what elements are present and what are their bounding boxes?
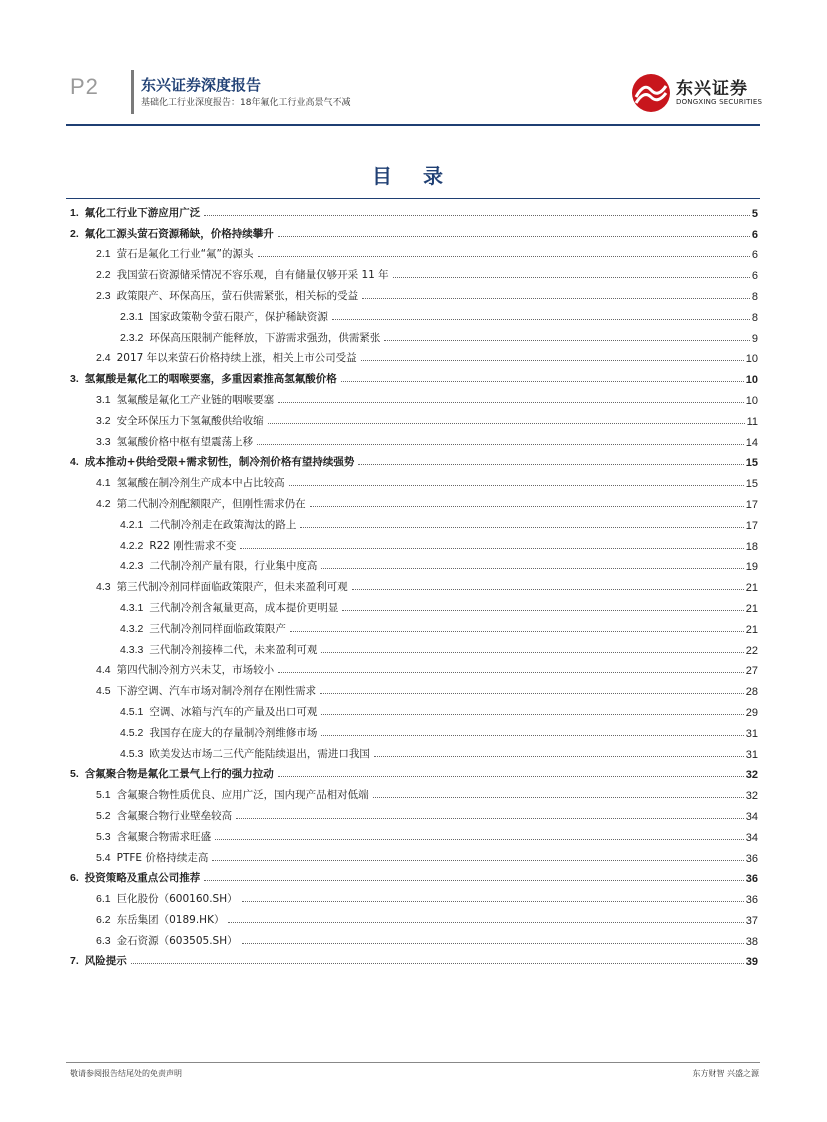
toc-entry-label [96,579,350,594]
toc-entry-label [96,933,240,948]
toc-entry-text: 氟化工行业下游应用广泛 [84,206,201,219]
toc-entry[interactable] [70,282,758,303]
toc-entry-number: 4.3 [96,581,111,594]
toc-entry[interactable] [70,657,758,678]
toc-entry-number: 5.4 [96,851,111,864]
toc-entry[interactable] [70,407,758,428]
toc-leader-dots [278,236,750,237]
toc-entry-number: 4.2.1 [120,518,144,531]
toc-leader-dots [242,901,744,902]
company-slogan: 东方财智 兴盛之源 [692,1069,759,1078]
toc-entry-text: 我国存在庞大的存量制冷剂维修市场 [149,726,318,739]
disclaimer-note: 敬请参阅报告结尾处的免责声明 [70,1069,182,1078]
toc-leader-dots [374,756,744,757]
toc-entry[interactable] [70,532,758,553]
toc-entry-label [70,226,276,241]
toc-entry[interactable] [70,719,758,740]
toc-entry-page: 6 [751,228,758,241]
toc-leader-dots [362,298,750,299]
toc-entry-text: 东岳集团（0189.HK） [116,913,225,926]
toc-entry-text: 萤石是氟化工行业“氟”的源头 [116,248,254,261]
toc-leader-dots [358,464,743,465]
toc-entry-text: 环保高压限制产能释放，下游需求强劲，供需紧张 [149,331,381,344]
toc-entry-page: 31 [745,727,758,740]
toc-entry-label [96,350,359,365]
logo-text-en: DONGXING SECURITIES [676,98,763,106]
toc-entry-label [96,683,318,698]
header-rule [66,124,760,126]
toc-entry[interactable] [70,365,758,386]
toc-entry-text: 金石资源（603505.SH） [116,934,238,947]
toc-entry-label [70,205,202,220]
toc-entry-number: 2.2 [96,269,111,282]
toc-entry-label [96,808,234,823]
table-of-contents [70,199,758,968]
toc-entry-text: 二代制冷剂走在政策淘汰的路上 [149,518,297,531]
toc-entry-label [96,434,255,449]
toc-entry-text: 二代制冷剂产量有限，行业集中度高 [149,560,318,573]
toc-entry-label [70,766,276,781]
toc-entry-label [120,746,372,761]
toc-entry-label [120,330,382,345]
toc-entry[interactable] [70,636,758,657]
toc-entry-text: 氢氟酸在制冷剂生产成本中占比较高 [116,477,285,490]
toc-leader-dots [321,714,743,715]
toc-leader-dots [278,776,744,777]
toc-leader-dots [240,548,743,549]
report-subtitle: 基础化工行业深度报告：18年氟化工行业高景气不减 [141,98,351,108]
toc-entry[interactable] [70,303,758,324]
toc-entry-label [96,662,276,677]
toc-entry-page: 15 [745,478,758,491]
toc-entry-page: 15 [745,457,758,470]
toc-leader-dots [342,610,743,611]
toc-entry-label [120,309,330,324]
toc-entry-page: 32 [745,769,758,782]
toc-entry-page: 10 [745,394,758,407]
toc-entry-text: 第四代制冷剂方兴未艾，市场较小 [116,664,275,677]
footer-rule [66,1062,760,1063]
toc-entry-number: 2.3 [96,289,111,302]
toc-entry-text: 三代制冷剂含氟量更高，成本提价更明显 [149,601,339,614]
toc-entry-page: 27 [745,665,758,678]
toc-leader-dots [393,277,750,278]
toc-entry-page: 38 [745,935,758,948]
toc-entry[interactable] [70,199,758,220]
toc-entry[interactable] [70,948,758,969]
toc-entry-label [120,558,319,573]
toc-entry-number: 4.3.2 [120,622,144,635]
toc-entry-label [120,642,319,657]
toc-entry-number: 5. [70,768,79,781]
toc-entry[interactable] [70,324,758,345]
toc-entry-label [96,475,287,490]
toc-entry-text: 风险提示 [84,955,127,968]
toc-entry-page: 21 [745,623,758,636]
toc-entry-page: 17 [745,498,758,511]
toc-entry-text: 2017 年以来萤石价格持续上涨，相关上市公司受益 [116,352,357,365]
toc-entry-label [96,850,210,865]
toc-entry-text: PTFE 价格持续走高 [116,851,209,864]
toc-entry-page: 19 [745,561,758,574]
toc-entry-label [70,953,129,968]
toc-entry[interactable] [70,261,758,282]
toc-entry-page: 21 [745,582,758,595]
toc-entry-page: 36 [745,873,758,886]
toc-entry[interactable] [70,241,758,262]
toc-entry-number: 4.3.3 [120,643,144,656]
toc-leader-dots [212,860,743,861]
toc-entry-text: 成本推动+供给受限+需求韧性，制冷剂价格有望持续强势 [84,456,355,469]
toc-entry[interactable] [70,220,758,241]
toc-entry-text: 含氟聚合物性质优良、应用广泛，国内现产品相对低端 [116,789,369,802]
toc-entry-page: 6 [751,270,758,283]
toc-entry-label [70,371,339,386]
toc-leader-dots [320,693,744,694]
toc-entry-text: 国家政策勒令萤石限产，保护稀缺资源 [149,310,328,323]
toc-leader-dots [236,818,744,819]
toc-entry-text: 第三代制冷剂同样面临政策限产，但未来盈利可观 [116,581,348,594]
toc-leader-dots [268,423,745,424]
toc-entry-text: 三代制冷剂同样面临政策限产 [149,622,286,635]
toc-entry-label [96,246,256,261]
toc-entry-label [70,454,356,469]
toc-entry-page: 29 [745,706,758,719]
toc-leader-dots [204,880,743,881]
toc-entry-label [96,891,240,906]
toc-entry-number: 7. [70,955,79,968]
toc-entry-text: 氢氟酸是氟化工产业链的咽喉要塞 [116,393,275,406]
toc-entry-number: 6.1 [96,893,111,906]
toc-leader-dots [131,963,744,964]
toc-entry-label [96,829,213,844]
toc-leader-dots [278,672,744,673]
toc-leader-dots [321,735,743,736]
toc-entry-page: 8 [751,290,758,303]
toc-entry-page: 34 [745,831,758,844]
toc-leader-dots [321,652,743,653]
toc-entry-text: 安全环保压力下氢氟酸供给收缩 [116,414,264,427]
toc-leader-dots [310,506,744,507]
toc-entry-label [96,267,391,282]
toc-entry-page: 28 [745,686,758,699]
toc-entry-page: 18 [745,540,758,553]
toc-entry[interactable] [70,573,758,594]
toc-entry-label [96,496,308,511]
toc-entry[interactable] [70,823,758,844]
toc-leader-dots [228,922,743,923]
toc-entry-page: 9 [751,332,758,345]
logo-emblem-icon [630,72,672,114]
report-title: 东兴证券深度报告 [141,76,262,94]
toc-entry-page: 39 [745,956,758,969]
toc-entry-page: 36 [745,894,758,907]
toc-entry[interactable] [70,927,758,948]
toc-leader-dots [300,527,743,528]
toc-entry-number: 4.2.3 [120,560,144,573]
toc-entry[interactable] [70,802,758,823]
toc-entry[interactable] [70,449,758,470]
toc-entry-label [96,912,226,927]
toc-entry-page: 6 [751,249,758,262]
toc-entry[interactable] [70,761,758,782]
toc-leader-dots [290,631,744,632]
toc-entry-page: 10 [745,374,758,387]
toc-entry-text: 氟化工源头萤石资源稀缺，价格持续攀升 [84,227,274,240]
toc-entry-number: 4. [70,456,79,469]
toc-entry[interactable] [70,615,758,636]
toc-leader-dots [258,256,750,257]
toc-entry-page: 22 [745,644,758,657]
toc-entry-number: 4.5.1 [120,705,144,718]
toc-leader-dots [373,797,744,798]
toc-entry-page: 34 [745,810,758,823]
toc-entry-number: 3.1 [96,393,111,406]
toc-entry-label [96,413,266,428]
toc-entry-text: 巨化股份（600160.SH） [116,893,238,906]
toc-entry-page: 5 [751,207,758,220]
toc-entry[interactable] [70,553,758,574]
toc-entry[interactable] [70,511,758,532]
toc-entry-number: 4.5 [96,685,111,698]
toc-entry-label [120,600,340,615]
toc-entry-label [96,288,360,303]
toc-entry-label [70,870,202,885]
page-header [0,0,827,130]
toc-entry[interactable] [70,428,758,449]
toc-leader-dots [278,402,744,403]
toc-entry-text: 空调、冰箱与汽车的产量及出口可观 [149,705,318,718]
toc-entry-text: R22 刚性需求不变 [149,539,237,552]
toc-entry-label [120,538,238,553]
toc-entry-number: 4.3.1 [120,601,144,614]
toc-leader-dots [332,319,750,320]
toc-title: 目 录 [372,164,455,188]
toc-leader-dots [204,215,750,216]
toc-entry-number: 2.1 [96,248,111,261]
toc-entry-label [96,787,371,802]
toc-entry-page: 14 [745,436,758,449]
toc-entry-label [120,621,288,636]
toc-entry-number: 4.5.3 [120,747,144,760]
toc-entry-number: 4.5.2 [120,726,144,739]
toc-leader-dots [361,360,744,361]
company-logo [630,72,763,116]
toc-entry[interactable] [70,345,758,366]
toc-entry-number: 4.4 [96,664,111,677]
toc-entry[interactable] [70,844,758,865]
toc-entry-label [120,725,319,740]
toc-entry-text: 第二代制冷剂配额限产，但刚性需求仍在 [116,497,306,510]
toc-leader-dots [321,568,743,569]
toc-entry-number: 2.3.2 [120,331,144,344]
toc-entry-number: 2.4 [96,352,111,365]
toc-entry-text: 三代制冷剂接棒二代，未来盈利可观 [149,643,318,656]
toc-entry-label [120,704,319,719]
toc-entry-text: 含氟聚合物是氟化工景气上行的强力拉动 [84,768,274,781]
toc-entry-page: 10 [745,353,758,366]
toc-entry[interactable] [70,386,758,407]
toc-entry[interactable] [70,594,758,615]
toc-entry-number: 5.3 [96,830,111,843]
toc-entry-text: 我国萤石资源储采情况不容乐观，自有储量仅够开采 11 年 [116,269,389,282]
toc-entry-number: 3.3 [96,435,111,448]
toc-entry-page: 11 [746,415,758,428]
toc-entry[interactable] [70,698,758,719]
toc-entry-number: 1. [70,206,79,219]
toc-entry-number: 6.2 [96,913,111,926]
toc-leader-dots [215,839,744,840]
toc-entry-text: 下游空调、汽车市场对制冷剂存在刚性需求 [116,685,317,698]
toc-entry-page: 17 [745,519,758,532]
toc-entry-number: 2. [70,227,79,240]
toc-entry-number: 4.2 [96,497,111,510]
toc-entry-text: 投资策略及重点公司推荐 [84,872,201,885]
toc-entry-page: 31 [745,748,758,761]
toc-entry-number: 4.1 [96,477,111,490]
toc-entry-number: 3.2 [96,414,111,427]
toc-leader-dots [242,943,744,944]
toc-entry-text: 欧美发达市场二三代产能陆续退出，需进口我国 [149,747,370,760]
toc-entry-number: 5.2 [96,809,111,822]
toc-entry[interactable] [70,906,758,927]
toc-entry-number: 6.3 [96,934,111,947]
page-number: P2 [70,74,99,99]
toc-entry-number: 5.1 [96,789,111,802]
toc-entry-page: 32 [745,790,758,803]
toc-leader-dots [289,485,744,486]
toc-entry[interactable] [70,677,758,698]
toc-entry-text: 氢氟酸是氟化工的咽喉要塞，多重因素推高氢氟酸价格 [84,373,337,386]
toc-entry[interactable] [70,740,758,761]
toc-leader-dots [257,444,744,445]
toc-entry[interactable] [70,490,758,511]
toc-entry-label [96,392,276,407]
toc-entry-number: 6. [70,872,79,885]
toc-entry-page: 21 [745,602,758,615]
toc-entry-text: 氢氟酸价格中枢有望震荡上移 [116,435,254,448]
toc-entry-text: 政策限产、环保高压，萤石供需紧张，相关标的受益 [116,289,359,302]
toc-entry-page: 36 [745,852,758,865]
toc-entry[interactable] [70,865,758,886]
toc-entry-number: 3. [70,373,79,386]
toc-entry-page: 37 [745,914,758,927]
toc-entry-number: 2.3.1 [120,310,144,323]
toc-entry-page: 8 [751,311,758,324]
header-divider [131,70,134,114]
toc-entry-text: 含氟聚合物行业壁垒较高 [116,809,233,822]
toc-leader-dots [341,381,744,382]
toc-entry-label [120,517,298,532]
toc-leader-dots [384,340,750,341]
toc-leader-dots [352,589,744,590]
toc-entry[interactable] [70,781,758,802]
toc-entry-text: 含氟聚合物需求旺盛 [116,830,212,843]
toc-entry[interactable] [70,469,758,490]
toc-entry-number: 4.2.2 [120,539,144,552]
toc-entry[interactable] [70,885,758,906]
logo-text-cn: 东兴证券 [676,79,748,99]
